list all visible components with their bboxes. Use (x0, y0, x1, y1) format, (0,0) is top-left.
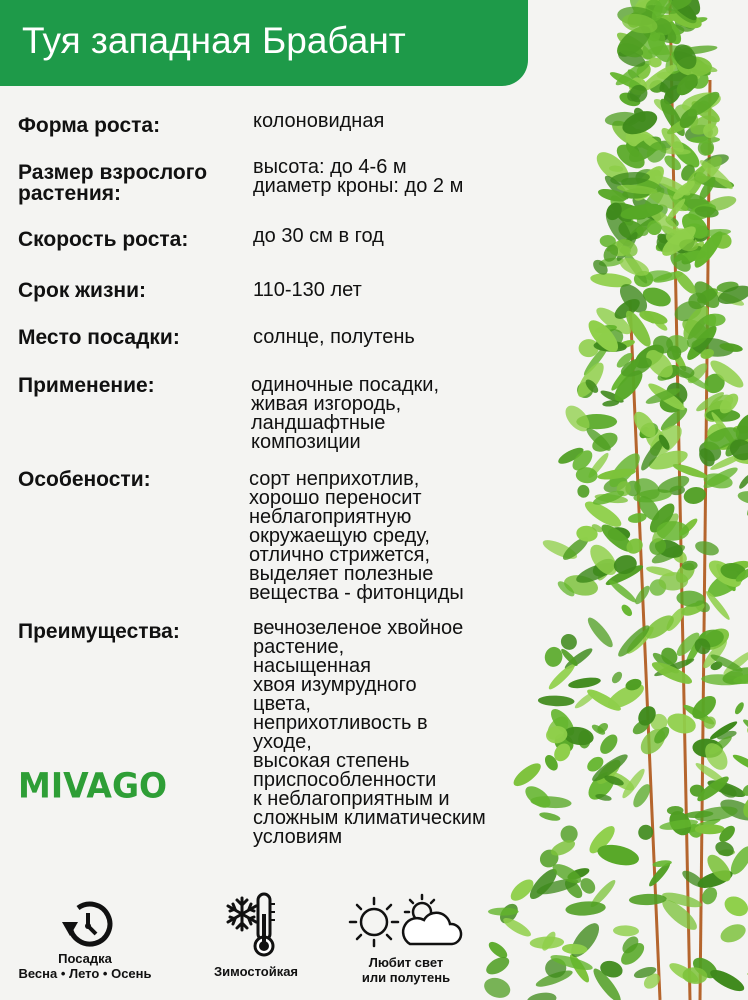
spec-value-planting-place: солнце, полутень (253, 326, 415, 348)
page-title: Туя западная Брабант (22, 20, 406, 61)
spec-value-advantages: вечнозеленое хвойное растение, насыщенная хвоя изумрудного цвета, неприхотливость в уходе, высокая степень приспособленности к неблагоприятным и сложным климатическим условиям (253, 617, 486, 848)
spec-value-adult-size: высота: до 4-6 м диаметр кроны: до 2 м (253, 156, 464, 197)
thuja-plant-image (460, 0, 748, 1000)
spec-label-adult-size: Размер взрослого растения: (18, 161, 208, 205)
spec-label-planting-place: Место посадки: (18, 326, 180, 349)
spec-value-lifespan: 110-130 лет (253, 279, 362, 301)
icon-caption-planting: Посадка Весна • Лето • Осень (18, 951, 152, 981)
icon-caption-light: Любит свет или полутень (361, 955, 451, 985)
spec-label-growth-form: Форма роста: (18, 114, 161, 137)
spec-value-features: сорт неприхотлив, хорошо переносит неблагоприятную окружаещую среду, отлично стрижется, выделяет полезные вещества - фитонциды (249, 468, 464, 604)
spec-value-usage: одиночные посадки, живая изгородь, ландшафтные композиции (251, 374, 439, 453)
snowflake-thermometer-icon (222, 890, 286, 958)
brand-logo: MIVAGO (18, 765, 168, 806)
title-bar (0, 0, 528, 86)
spec-label-lifespan: Срок жизни: (18, 279, 146, 302)
spec-label-advantages: Преимущества: (18, 620, 180, 643)
sun-cloud-icon (346, 892, 464, 952)
spec-value-growth-rate: до 30 см в год (253, 225, 384, 247)
spec-label-features: Особености: (18, 468, 151, 491)
clock-arrow-icon (58, 896, 118, 952)
spec-label-usage: Применение: (18, 374, 155, 397)
icon-caption-winter-hardy: Зимостойкая (213, 964, 299, 979)
spec-label-growth-rate: Скорость роста: (18, 228, 189, 251)
spec-value-growth-form: колоновидная (253, 110, 385, 132)
